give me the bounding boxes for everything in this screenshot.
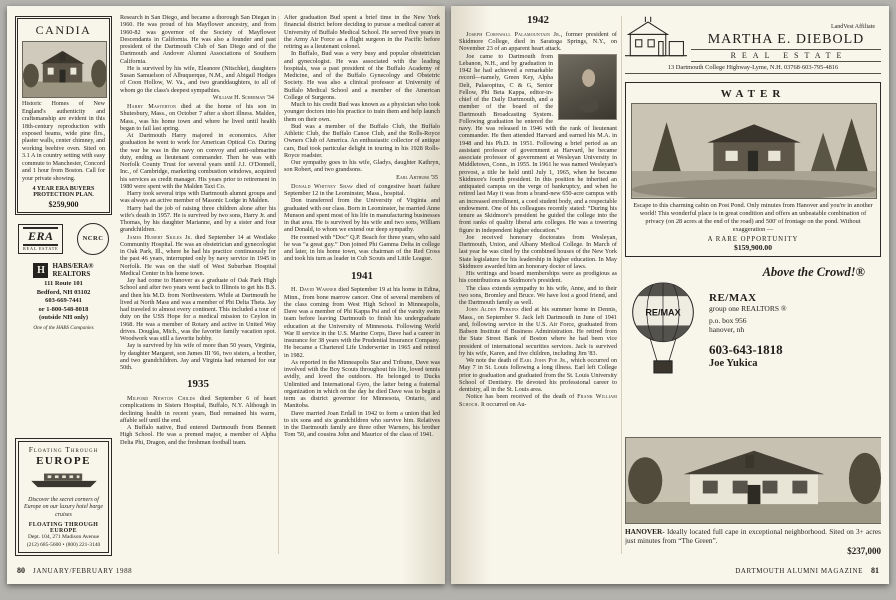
habs-phone-2: or 1-800-548-8018 bbox=[38, 305, 89, 313]
ad-body-candia: Historic Homes of New England's authenticity and craftsmanship are evident in this 18th-century reproduction with exposed beams, wide pine flrs., plaster walls, center chimney, and working beehive oven. Sited on 3.1 A in country setting with easy commute to Manchester, Concord and 1 hour from Boston. Call for your private showing. bbox=[22, 101, 105, 182]
water-cabin-ad bbox=[625, 82, 881, 257]
habs-tagline: One of the HABS Companies bbox=[33, 324, 94, 331]
obituary-paragraph: Joe came to Dartmouth from Lebanon, N.H., and by graduation in 1942 he had achieved a remarkable record—namely, Green Key, Alpha Delt, Palaeopitus, C & G, Senior Fellow, Phi Beta Kappa, editor-in-chief of the Daily Dartmouth, and a member of the board of the Dartmouth Broadcasting System. Following graduation he entered the navy. He was released in 1946 with the rank of lieutenant commander. He then attended Harvard and earned his M.A. in 1948 and his Ph.D. in 1951. Following a brief period as an assistant professor of government at Harvard, he became associate professor of government at Wesleyan University in Middletown, Conn., in 1955. In 1961 he was named Wesleyan's provost, a title he held until July 1, 1965, when he became Skidmore's fourth president. In this position he inherited an antiquated campus on the verge of bankruptcy, and when he retired last May it was from a brand-new 650-acre campus with an increased enrollment, a coed student body, and a respectable endowment. One of his colleagues recently stated: “During his tenure as Skidmore's president he guided the college into the front ranks of quality liberal arts colleges. He was a towering figure in independent higher education.” bbox=[459, 52, 617, 234]
deceased-name: Donald Whitney Shaw bbox=[291, 182, 354, 190]
class-year-heading: 1935 bbox=[187, 378, 209, 391]
ncrc-seal-logo: NCRC bbox=[77, 223, 109, 255]
ad-title-candia: CANDIA bbox=[35, 23, 92, 37]
deceased-name: Frank William Schoch. bbox=[459, 393, 617, 408]
remax-town: hanover, nh bbox=[709, 325, 745, 335]
deceased-name: Harry Masterton bbox=[127, 103, 177, 110]
remax-firm-name: RE/MAX bbox=[709, 291, 757, 304]
obituary-paragraph: Harry had the job of raising three children alone after his wife's death in 1957. He is survived by two sons, Harry Jr. and Thomas, by his daughter Marianne, and by a sister and four grandchildren. bbox=[120, 204, 276, 234]
obituary-paragraph: As reported in the Minneapolis Star and Tribune, Dave was involved with the Boy Scouts throughout his life, loved tennis avidly, and loved the outdoors. He belonged to Ducks Unlimited and International Gyro, the latter being a fraternal organization in which on the day he died Dave was to begin a term as district governor for Minnesota, Ontario, and Manitoba. bbox=[284, 358, 440, 410]
obituary-byline: William H. Scherman '34 bbox=[212, 93, 274, 101]
column-rule bbox=[621, 16, 622, 554]
obituary-paragraph: Milford Newton Childs died September 6 of heart complications in Sisters Hospital, Buffalo, N.Y. Although in declining health in recent years, Bud remained his warm, affable self until the end. bbox=[120, 395, 276, 424]
remax-firm-sub: group one REALTORS ® bbox=[709, 303, 787, 313]
obituary-paragraph: A Buffalo native, Bud entered Dartmouth from Bennett High School. He was a premed major, a member of Alpha Delta Phi, Dragon, and the freshman football team. bbox=[120, 424, 276, 446]
right-page-footer bbox=[735, 566, 879, 575]
remax-agent-name: Joe Yukica bbox=[709, 358, 758, 370]
obituary-paragraph: The class extends sympathy to his wife, Anne, and to their two sons, Bromley and Bruce. We have lost a good friend, and the Dartmouth family as well. bbox=[459, 284, 617, 307]
diebold-type: REAL ESTATE bbox=[691, 50, 881, 62]
page-left bbox=[7, 6, 445, 584]
obituary-paragraph: Joseph Cornwall Palamountain Jr., former president of Skidmore College, died in Saratoga Springs, N.Y., on November 23 of an apparent heart attack. bbox=[459, 30, 617, 53]
obituary-byline: Earl Arthurs '35 bbox=[396, 173, 438, 181]
deceased-name: H. David Warner bbox=[291, 286, 337, 294]
habs-logo: H bbox=[33, 263, 48, 278]
remax-po-box: p.o. box 956 bbox=[709, 315, 747, 325]
class-year-heading: 1942 bbox=[527, 14, 549, 26]
landvest-affiliate: LandVest Affiliate bbox=[830, 24, 875, 30]
balloon-label: RE/MAX bbox=[645, 307, 681, 318]
deceased-name: Joseph Cornwall Palamountain Jr., bbox=[466, 30, 563, 38]
obituaries-column-2 bbox=[284, 14, 440, 558]
column-rule bbox=[278, 16, 279, 554]
candia-real-estate-ad bbox=[15, 16, 112, 215]
diebold-name: MARTHA E. DIEBOLD bbox=[691, 32, 881, 50]
obituary-paragraph: We note the death of Earl John Poe Jr., which occurred on May 7 in St. Louis following a long illness. Earl left College prior to graduation and graduated from the St. Louis University School of Dentistry. He devoted his professional career to dentistry, all in the St. Louis area. bbox=[459, 357, 617, 394]
obituary-paragraph: Harry took several trips with Dartmouth alumni groups and was always an active member of Masonic Lodge in Malden. bbox=[120, 190, 276, 205]
deceased-name: James Hubert Skiles Jr. bbox=[127, 233, 193, 241]
floating-title-line1: Floating Through bbox=[28, 445, 99, 455]
habs-name: HABS/ERA® REALTORS bbox=[52, 261, 94, 278]
obituary-paragraph: In Buffalo, Bud was a very busy and popular obstetrician and gynecologist. He was associated with the leading hospitals, was a past president of the Buffalo Academy of Medicine, and of the Buffalo Gynecology and Obstetric Society. He was also a clinical professor at University of Buffalo Medical School and a member of the American College of Surgeons. bbox=[284, 50, 440, 101]
obituary-paragraph: Research in San Diego, and became a thorough San Diegan in 1960. He was proud of his Mayflower ancestry, and from 1960-82 was governor of the Society of Mayflower Descendants in California. He was also a founder and past president of the Dartmouth Club of San Diego and of the Dartmouth and Andover Alumni Associations of Southern California. bbox=[120, 14, 276, 65]
candia-house-photo bbox=[22, 41, 107, 98]
portrait-photo bbox=[558, 54, 617, 120]
obituary-paragraph: Jay is survived by his wife of more than 50 years, Virginia, by daughter Margaret, son James III '66, two sisters, a brother, and two grandchildren. Jay and Virginia had returned for our 50th. bbox=[120, 342, 276, 371]
page-number: 81 bbox=[871, 566, 879, 575]
obituary-paragraph: Donald Whitney Shaw died of congestive heart failure September 12 in the Leominster, Mass., hospital. bbox=[284, 182, 440, 197]
right-ad-column bbox=[625, 14, 881, 558]
obituary-paragraph: His writings and board memberships were as prodigious as his contributions as Skidmore's president. bbox=[459, 270, 617, 285]
obituary-paragraph: Joe received honorary doctorates from Wesleyan, Dartmouth, Union, and Albany Medical College. In March of last year he was cited by the combined houses of the New York State legislature for his leadership in higher education. In May Skidmore awarded him an honorary doctor of laws. bbox=[459, 233, 617, 270]
deceased-name: Earl John Poe Jr., bbox=[519, 357, 569, 365]
obituary-paragraph: At Dartmouth Harry majored in economics. After graduation he went to work for American Optical Co. During the war he was in the navy on convoy and anti-submarine duty, ending as lieutenant commander. Then he was with Norfolk County Trust for several years until J.J. O'Donnell, Inc., of Cambridge, marketing combustion windows, acquired his services as credit manager. His years prior to retirement in 1980 were spent with the Malden Taxi Co. bbox=[120, 132, 276, 190]
magazine-name: DARTMOUTH ALUMNI MAGAZINE bbox=[735, 567, 863, 575]
cabin-photo bbox=[631, 103, 877, 199]
barge-illustration bbox=[25, 469, 103, 489]
obituary-paragraph: Harry Masterton died at the home of his son in Shutesbury, Mass., on October 7 after a short illness. Malden, Mass., was his home town and where he lived until health began to fail last spring. bbox=[120, 103, 276, 132]
obituary-paragraph: Much to his credit Bud was known as a physician who took younger doctors into his practice to train them and help launch them on their own. bbox=[284, 101, 440, 123]
habs-era-realtors-ad bbox=[15, 263, 112, 331]
hanover-listing-text: HANOVER- Ideally located full cape in exceptional neighborhood. Sited on 3+ acres just minutes from “The Green”. $237,000 bbox=[625, 526, 881, 557]
realtor-logos bbox=[15, 223, 112, 255]
diebold-address: 13 Dartmouth College Highway-Lyme, N.H. 03768·603-795-4816 bbox=[667, 64, 839, 71]
page-right bbox=[451, 6, 889, 584]
era-protection-plan: 4 YEAR ERA BUYERS PROTECTION PLAN. bbox=[32, 185, 95, 198]
obituary-paragraph: He roomed with “Doc” Q.P. Beach for three years, who said he was “a great guy.” Don joined Phi Gamma Delta in college and later, in his home town, was chairman of the Red Cross and took his turn as leader in Cub Scouts and Little League. bbox=[284, 233, 440, 263]
habs-address-1: 111 Route 101 bbox=[44, 280, 83, 288]
left-page-footer bbox=[17, 566, 132, 575]
water-ad-cta: A RARE OPPORTUNITY bbox=[707, 235, 799, 243]
obituary-paragraph: He is survived by his wife, Eleanore (Nitschke), daughters Susan Samuelson of Albuquerque, N.M., and Abigail Hodges of Coon Hollow, W. Va., and two granddaughters, to all of whom go the class's deepest sympathies. bbox=[120, 64, 276, 94]
floating-body: Discover the secret corners of Europe on our luxury hotel barge cruises bbox=[24, 497, 103, 518]
candia-price: $259,900 bbox=[48, 199, 79, 209]
hanover-house-photo bbox=[625, 437, 881, 524]
diebold-real-estate-ad bbox=[625, 14, 881, 74]
water-ad-body: Escape to this charming cabin on Post Pond. Only minutes from Hanover and you're in another world! This wonderful place is in great condition and offers an unbeatable combination of privacy (on 28 acres at the end of the road) and 500' of frontage on the pond. Without exaggeration — bbox=[633, 201, 873, 233]
diebold-text bbox=[691, 24, 881, 62]
floating-phones: (212) 685-5600 • (800) 221-3140 bbox=[26, 541, 101, 548]
obituary-paragraph: James Hubert Skiles Jr. died September 14 at Westlake Community Hospital. He was an obstetrician and gynecologist in Oak Park, Ill., where he had his practice continuously for the past 46 years, interrupted only by navy service in 1945 in Norfolk. He was on the staff of West Suburban Hospital Medical Center in his home town. bbox=[120, 233, 276, 277]
obituaries-column-1 bbox=[120, 14, 276, 558]
obituary-paragraph: After graduation Bud spent a brief time in the New York financial district before deciding to pursue a medical career at University of Buffalo Medical School. He served five years in the Army Air Force as a flight surgeon in the Pacific before retiring as a lieutenant colonel. bbox=[284, 14, 440, 50]
obituary-paragraph: Notice has been received of the death of Frank William Schoch. It occurred on Au- bbox=[459, 393, 617, 408]
habs-phone-note: (outside NH only) bbox=[38, 314, 89, 322]
obituary-paragraph: Our sympathy goes to his wife, Gladys, daughter Kathryn, son Robert, and two grandsons. bbox=[284, 159, 440, 174]
water-ad-title: WATER bbox=[720, 88, 786, 100]
hanover-listing-ad bbox=[625, 437, 881, 559]
era-logo: ERA REAL ESTATE bbox=[18, 224, 63, 254]
floating-through-europe-ad bbox=[15, 438, 112, 556]
floating-address: Dept. 104, 271 Madison Avenue bbox=[27, 534, 100, 541]
deceased-name: Milford Newton Childs bbox=[127, 395, 196, 403]
hot-air-balloon-illustration bbox=[627, 282, 699, 378]
habs-address-2: Bedford, NH 03102 bbox=[36, 288, 91, 296]
remax-phone: 603-643-1818 bbox=[709, 342, 783, 358]
diebold-house-engraving bbox=[625, 14, 687, 62]
floating-company-name: FLOATING THROUGH EUROPE bbox=[28, 522, 99, 535]
left-ad-column bbox=[15, 16, 112, 556]
obituary-paragraph: Bud was a member of the Buffalo Club, the Buffalo Athletic Club, the Buffalo Canoe Club, and the Rolls-Royce Owners Club of America. An enthusiastic collector of antique cars, Bud took particular delight in touring in his 1928 Rolls-Royce roadster. bbox=[284, 122, 440, 159]
remax-contact-block bbox=[709, 282, 787, 370]
issue-date: JANUARY/FEBRUARY 1988 bbox=[33, 567, 133, 575]
obituaries-column-3 bbox=[459, 14, 617, 558]
remax-ad bbox=[625, 265, 881, 378]
obituary-paragraph: H. David Warner died September 19 at his home in Edina, Minn., from bone marrow cancer. One of several members of the class coming from West High School in Minneapolis, Dave was a member of Phi Kappa Psi and of the varsity swim team before leaving Dartmouth to finish his undergraduate education at the University of Minnesota. Following World War II service in the U.S. Marine Corps, Dave had a career in insurance for 38 years with the Prudential Insurance Company. He became a Chartered Life Underwriter in 1965 and retired in 1982. bbox=[284, 286, 440, 359]
floating-title-line2: EUROPE bbox=[36, 455, 91, 468]
hanover-listing-title: HANOVER- bbox=[625, 526, 665, 536]
page-number: 80 bbox=[17, 566, 25, 575]
remax-slogan: Above the Crowd!® bbox=[762, 264, 865, 279]
habs-phone-1: 603-669-7441 bbox=[45, 297, 82, 305]
deceased-name: John Alden Perkins bbox=[466, 306, 519, 314]
class-year-heading: 1941 bbox=[351, 269, 373, 282]
obituary-paragraph: Don transferred from the University of Virginia and graduated with our class. Born in Leominster, he married Anne Munson and spent most of his life in manufacturing businesses in that area. He is survived by his wife and two sons, William and Donald, to whom we extend our deep sympathy. bbox=[284, 197, 440, 234]
obituary-paragraph: John Alden Perkins died at his summer home in Dennis, Mass., on September 9. Jack left Dartmouth in June of 1941 and, following service in the U.S. Air Force, graduated from Babson Institute of Business Administration. He retired from the State Street Bank of Boston where he had been vice president of international securities services. Jack is survived by his wife, Karen, and five children, including Jim '83. bbox=[459, 306, 617, 357]
obituary-paragraph: Dave married Joan Erdall in 1942 to form a union that led to six sons and six grandchildren who survive him. Relatives in the Dartmouth family are three other Warners, his brother Tom '50, and cousins John and Maurice of the class of 1941. bbox=[284, 409, 440, 439]
hanover-listing-price: $237,000 bbox=[847, 546, 881, 557]
water-ad-price: $159,900.00 bbox=[734, 242, 772, 252]
obituary-paragraph: Jay had come to Hanover as a graduate of Oak Park High School and after two years went back to Illinois to get his B.S. and then his M.D. from Northwestern. While at Dartmouth he lived at North Mass and was a member of Phi Delta Theta. Jay had traveled to almost every continent. This included a tour of duty on the USS Hope for a medical mission to Ceylon in 1968. He was a member of Rotary and active in United Way drives. Douglas, Mich., was the favorite family vacation spot. Woodwork was still a favorite hobby. bbox=[120, 277, 276, 342]
